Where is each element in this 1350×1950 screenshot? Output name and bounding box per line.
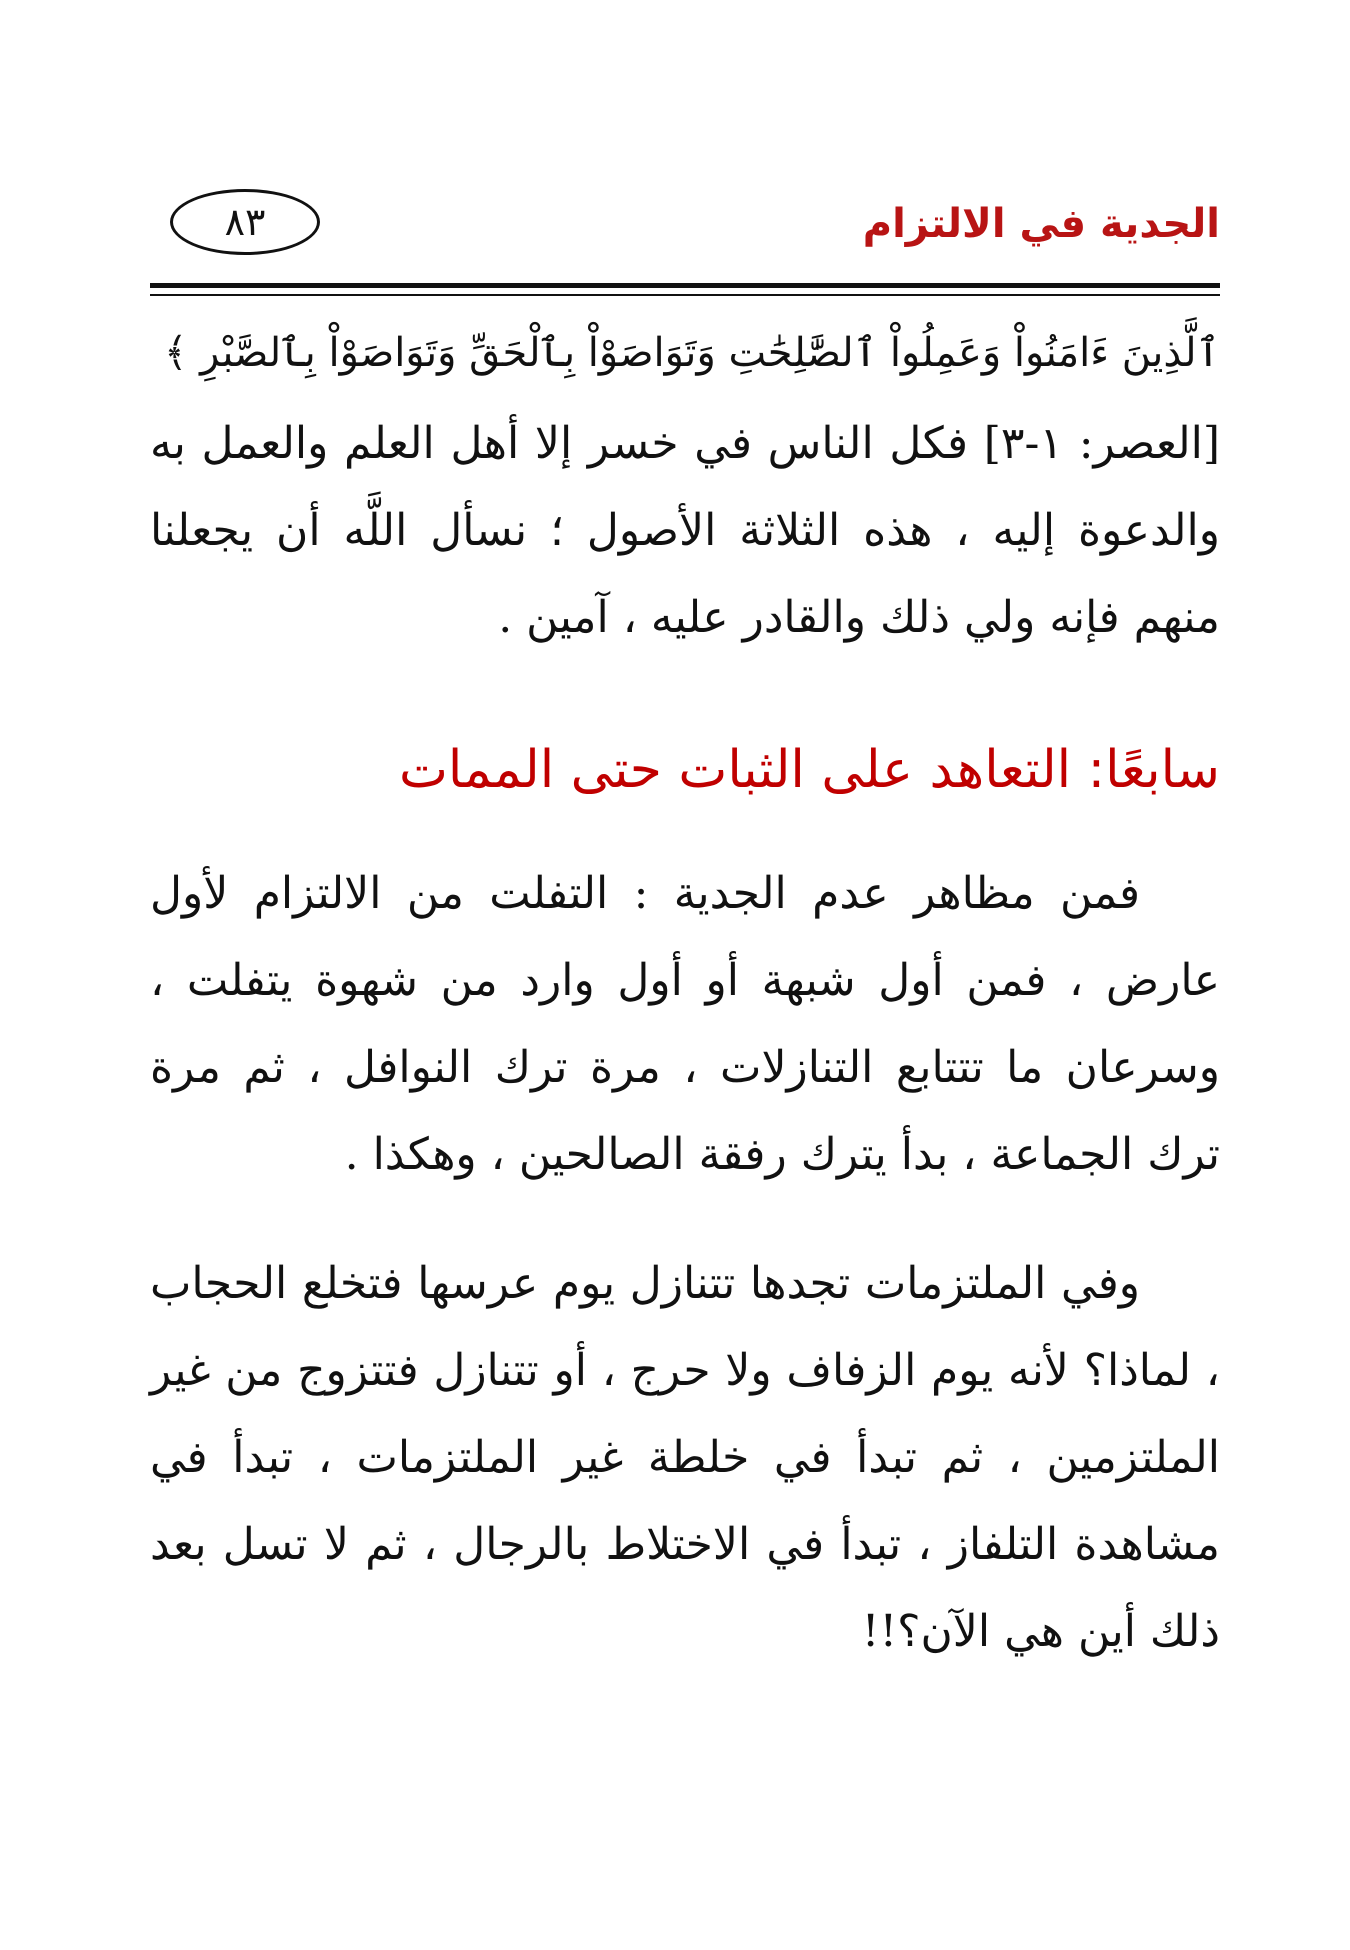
paragraph-2: فمن مظاهر عدم الجدية : التفلت من الالتزام لأول عارض ، فمن أول شبهة أو أول وارد من شهوة يتفلت ، وسرعان ما تتتابع التنازلات ، مرة ترك النوافل ، ثم مرة ترك الجماعة ، بدأ يترك رفقة الصالحين ، وهكذا .	[150, 868, 1220, 1180]
header-rule-thick	[150, 283, 1220, 288]
paragraph-1: [العصر: ١-٣] فكل الناس في خسر إلا أهل العلم والعمل به والدعوة إليه ، هذه الثلاثة الأصول ؛ نسأل اللَّه أن يجعلنا منهم فإنه ولي ذلك والقادر عليه ، آمين .	[150, 418, 1220, 643]
page-header	[150, 185, 1220, 275]
paragraph-3: وفي الملتزمات تجدها تتنازل يوم عرسها فتخلع الحجاب ، لماذا؟ لأنه يوم الزفاف ولا حرج ، أو تتنازل فتتزوج من غير الملتزمين ، ثم تبدأ في خلطة غير الملتزمات ، تبدأ في مشاهدة التلفاز ، تبدأ في الاختلاط بالرجال ، ثم لا تسل بعد ذلك أين هي الآن؟!!	[150, 1258, 1220, 1657]
quran-verse-block	[150, 310, 1220, 397]
header-rule-thin	[150, 294, 1220, 296]
section-heading: سابعًا: التعاهد على الثبات حتى الممات	[398, 740, 1220, 800]
quran-verse: ٱلَّذِينَ ءَامَنُواْ وَعَمِلُواْ ٱلصَّٰلِحَٰتِ وَتَوَاصَوْاْ بِٱلْحَقِّ وَتَوَاصَوْاْ بِٱلصَّبْرِ ﴾	[164, 330, 1220, 376]
page-number: ٨٣	[170, 189, 320, 255]
running-title: الجدية في الالتزام	[862, 201, 1220, 247]
